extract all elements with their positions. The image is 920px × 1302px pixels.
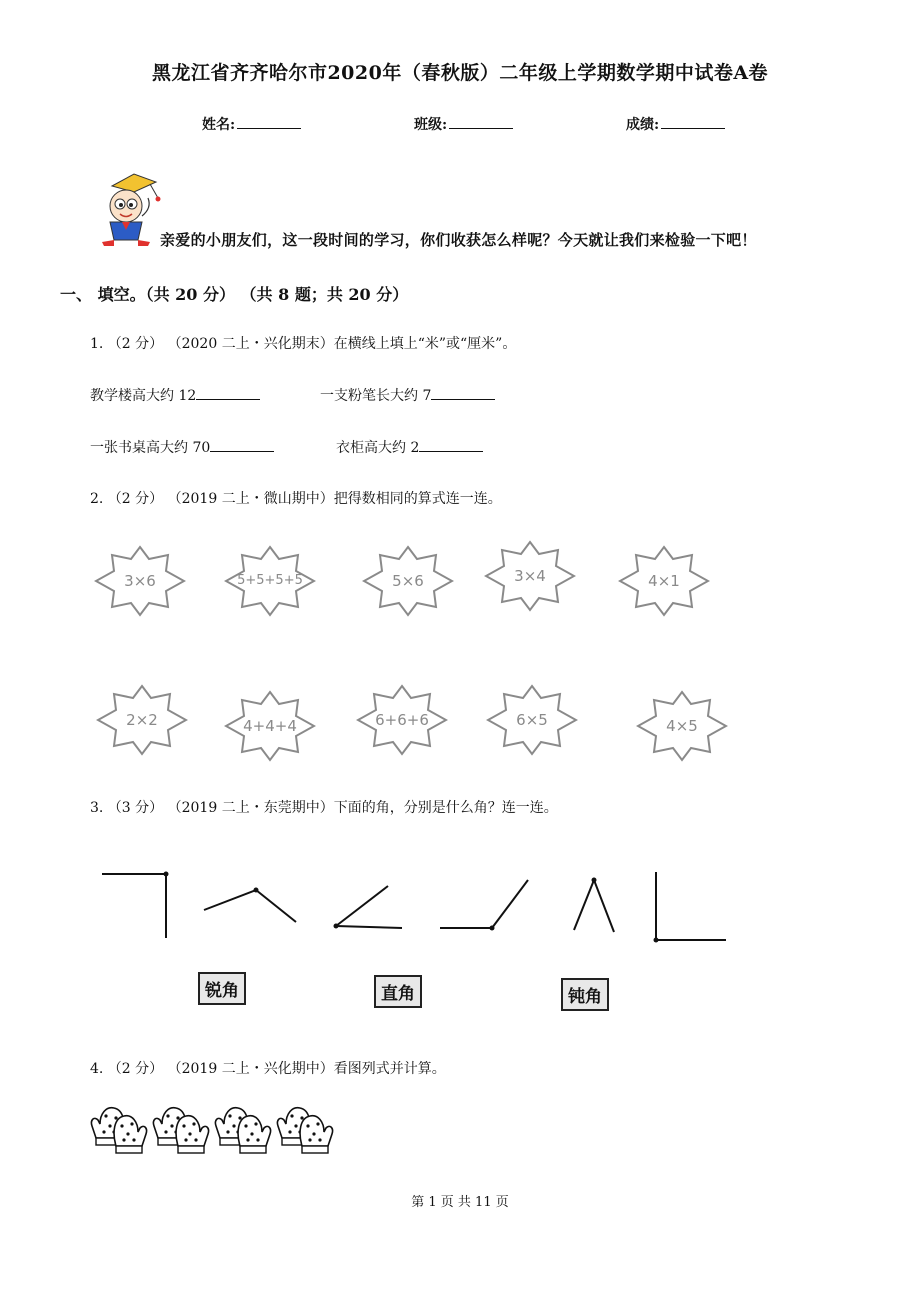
greeting-text: 亲爱的小朋友们，这一段时间的学习，你们收获怎么样呢？今天就让我们来检验一下吧！ bbox=[160, 231, 757, 249]
page-footer: 第 1 页 共 11 页 bbox=[411, 1195, 509, 1210]
score-field bbox=[626, 114, 725, 134]
expression-text: 2×2 bbox=[126, 711, 158, 729]
q1-blank-2[interactable] bbox=[431, 385, 495, 400]
q1-item-1-text: 教学楼高大约 12 bbox=[90, 388, 197, 404]
q1-blank-3[interactable] bbox=[210, 437, 274, 452]
angle-figures bbox=[96, 862, 736, 952]
q1-item-3-text: 一张书桌高大约 70 bbox=[90, 440, 211, 456]
expression-text: 3×6 bbox=[124, 572, 156, 590]
expression-star[interactable] bbox=[362, 545, 454, 617]
angle-figure[interactable] bbox=[440, 880, 528, 931]
angle-figure[interactable] bbox=[102, 872, 169, 939]
expression-star[interactable] bbox=[224, 545, 316, 617]
acute-angle-label[interactable]: 锐角 bbox=[198, 972, 246, 1005]
mascot-icon bbox=[92, 168, 166, 248]
expression-text: 4+4+4 bbox=[243, 717, 297, 735]
angle-figure[interactable] bbox=[334, 886, 403, 929]
expression-text: 4×1 bbox=[648, 572, 680, 590]
name-label: 姓名: bbox=[202, 117, 236, 133]
class-label: 班级: bbox=[414, 117, 448, 133]
name-blank[interactable] bbox=[237, 114, 301, 129]
class-blank[interactable] bbox=[449, 114, 513, 129]
expression-text: 5×6 bbox=[392, 572, 424, 590]
question-4: 4. （2 分） （2019 二上・兴化期中）看图列式并计算。 bbox=[90, 1061, 446, 1077]
q1-item-2-text: 一支粉笔长大约 7 bbox=[320, 388, 432, 404]
expression-text: 6+6+6 bbox=[375, 711, 429, 729]
mitten-icon bbox=[300, 1116, 332, 1153]
class-field bbox=[414, 114, 513, 134]
expression-text: 6×5 bbox=[516, 711, 548, 729]
name-field bbox=[202, 114, 301, 134]
expression-text: 5+5+5+5 bbox=[237, 573, 303, 588]
question-3: 3. （3 分） （2019 二上・东莞期中）下面的角，分别是什么角？连一连。 bbox=[90, 800, 558, 816]
mitten-icon bbox=[238, 1116, 270, 1153]
q1-item-4 bbox=[336, 437, 483, 457]
angle-figure[interactable] bbox=[574, 878, 614, 933]
expression-star[interactable] bbox=[484, 540, 576, 612]
obtuse-angle-label[interactable]: 钝角 bbox=[561, 978, 609, 1011]
expression-star[interactable] bbox=[94, 545, 186, 617]
angle-figure[interactable] bbox=[204, 888, 296, 923]
expression-star[interactable] bbox=[224, 690, 316, 762]
page-title: 黑龙江省齐齐哈尔市2020年（春秋版）二年级上学期数学期中试卷A卷 bbox=[151, 62, 769, 84]
question-2: 2. （2 分） （2019 二上・微山期中）把得数相同的算式连一连。 bbox=[90, 491, 502, 507]
mittens-picture bbox=[90, 1100, 350, 1160]
q1-blank-4[interactable] bbox=[419, 437, 483, 452]
expression-star[interactable] bbox=[486, 684, 578, 756]
q1-item-1 bbox=[90, 385, 260, 405]
section-heading: 一、 填空。（共 20 分） （共 8 题；共 20 分） bbox=[60, 285, 409, 304]
right-angle-label[interactable]: 直角 bbox=[374, 975, 422, 1008]
q1-item-2 bbox=[320, 385, 495, 405]
q1-blank-1[interactable] bbox=[196, 385, 260, 400]
q1-item-3 bbox=[90, 437, 274, 457]
question-1: 1. （2 分） （2020 二上・兴化期末）在横线上填上“米”或“厘米”。 bbox=[90, 336, 517, 352]
expression-text: 4×5 bbox=[666, 717, 698, 735]
expression-star[interactable] bbox=[636, 690, 728, 762]
expression-star[interactable] bbox=[356, 684, 448, 756]
expression-star[interactable] bbox=[96, 684, 188, 756]
q1-item-4-text: 衣柜高大约 2 bbox=[336, 440, 420, 456]
mitten-icon bbox=[114, 1116, 146, 1153]
score-blank[interactable] bbox=[661, 114, 725, 129]
angle-figure[interactable] bbox=[654, 872, 727, 943]
expression-star[interactable] bbox=[618, 545, 710, 617]
mitten-icon bbox=[176, 1116, 208, 1153]
expression-text: 3×4 bbox=[514, 567, 546, 585]
score-label: 成绩: bbox=[626, 117, 660, 133]
